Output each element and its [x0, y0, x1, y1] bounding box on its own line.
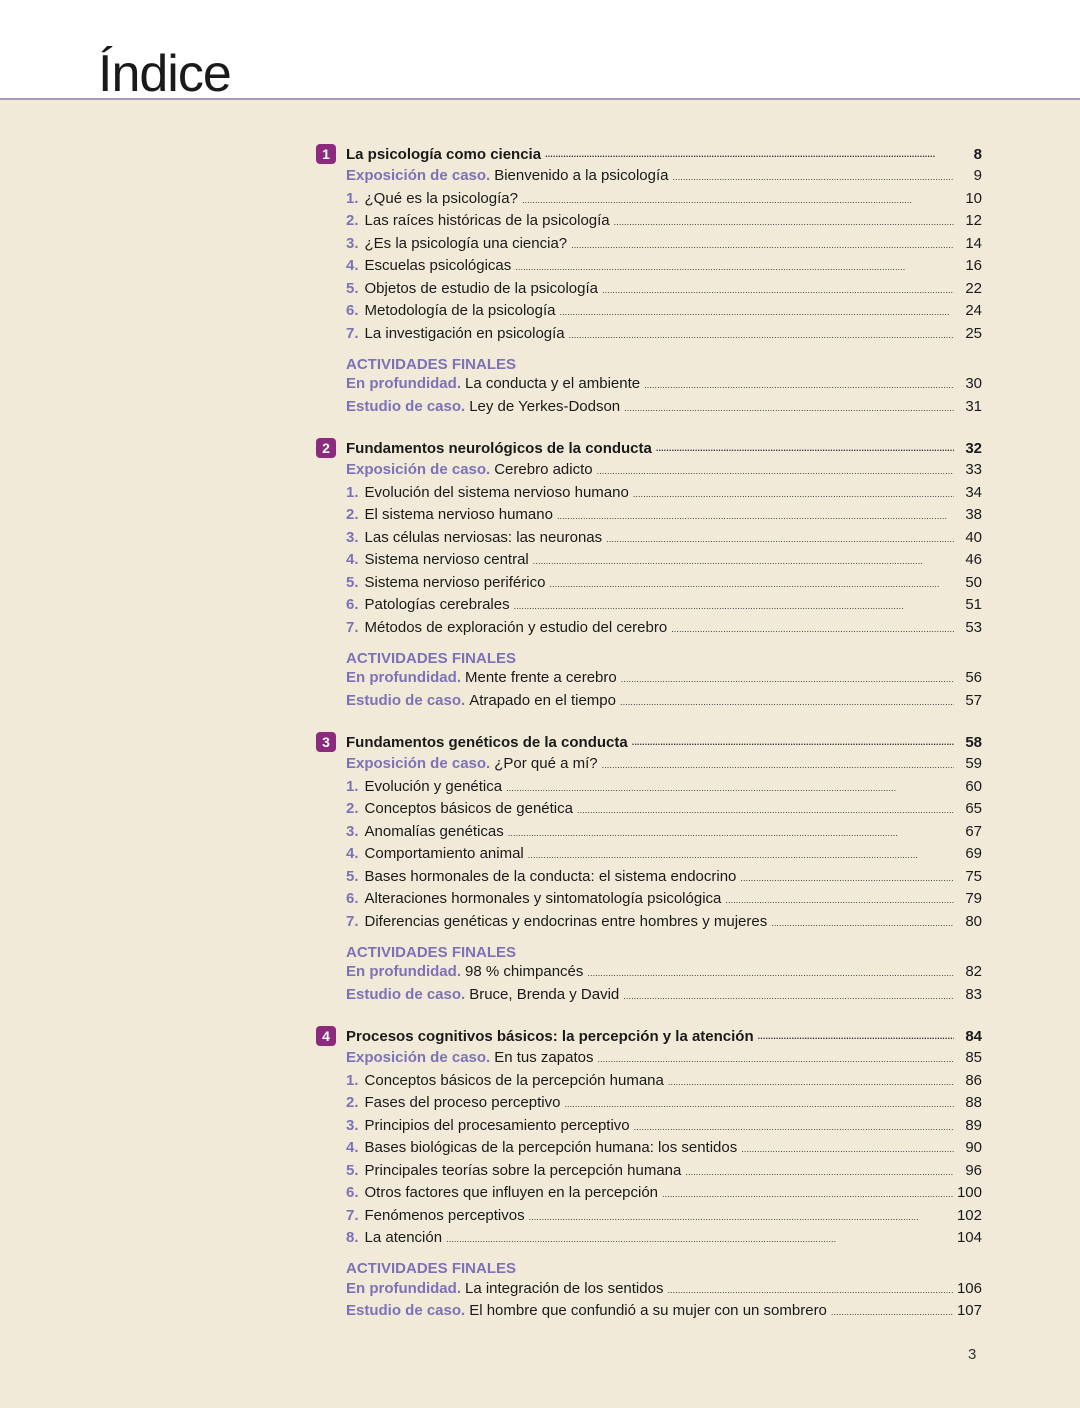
dot-leader	[616, 697, 958, 707]
exposicion-label: Exposición de caso.	[346, 461, 491, 478]
toc-entry-section[interactable]	[316, 484, 982, 507]
toc-entry-section[interactable]	[316, 1094, 982, 1117]
section-number: 4.	[346, 1139, 359, 1156]
toc-entry-section[interactable]	[316, 506, 982, 529]
page-ref: 86	[965, 1071, 982, 1089]
dot-leader	[628, 737, 958, 747]
section-title: Conceptos básicos de la percepción humana	[364, 1071, 664, 1089]
section-title: Anomalías genéticas	[364, 822, 504, 840]
profundidad-label: En profundidad.	[346, 1279, 461, 1297]
toc-entry-section[interactable]	[316, 1072, 982, 1095]
exposicion-title: Bienvenido a la psicología	[494, 167, 669, 184]
section-number: 4.	[346, 257, 359, 274]
toc-entry-exposicion[interactable]	[316, 167, 982, 190]
section-title: Evolución del sistema nervioso humano	[364, 483, 629, 501]
section-number: 5.	[346, 1161, 359, 1179]
section-number: 6.	[346, 890, 359, 907]
page-ref: 8	[973, 145, 982, 163]
page-ref: 58	[965, 733, 982, 751]
page-ref: 25	[965, 324, 982, 342]
section-number: 7.	[346, 1206, 359, 1224]
section-number: 4.	[346, 551, 359, 568]
page-ref: 102	[956, 1206, 982, 1224]
page-ref: 9	[973, 167, 982, 184]
page-ref: 65	[965, 800, 982, 817]
dot-leader	[669, 172, 958, 182]
section-title: El sistema nervioso humano	[364, 506, 553, 523]
page-ref: 57	[965, 691, 982, 709]
dot-leader	[767, 918, 958, 928]
section-title: Sistema nervioso periférico	[364, 573, 546, 591]
dot-leader	[593, 1054, 958, 1064]
dot-leader	[545, 579, 958, 589]
toc-entry-section[interactable]	[316, 778, 982, 801]
dot-leader	[593, 466, 958, 476]
toc-entry-section[interactable]	[316, 551, 982, 574]
section-title: La atención	[364, 1229, 443, 1246]
page-ref: 31	[965, 397, 982, 415]
page-number: 3	[968, 1346, 977, 1363]
toc-entry-exposicion[interactable]	[316, 1049, 982, 1072]
page-ref: 10	[965, 189, 982, 207]
toc-entry-profundidad[interactable]	[316, 375, 982, 398]
toc-entry-exposicion[interactable]	[316, 755, 982, 778]
dot-leader	[737, 1144, 958, 1154]
section-title: Patologías cerebrales	[364, 596, 510, 613]
estudio-label: Estudio de caso.	[346, 691, 466, 709]
section-number: 2.	[346, 800, 359, 817]
dot-leader	[664, 1077, 958, 1087]
estudio-title: Ley de Yerkes-Dodson	[469, 397, 621, 415]
page-ref: 53	[965, 618, 982, 636]
page-ref: 67	[965, 822, 982, 840]
page-ref: 56	[965, 669, 982, 686]
toc-entry-section[interactable]	[316, 235, 982, 258]
toc-entry-section[interactable]	[316, 190, 982, 213]
section-title: Principios del procesamiento perceptivo	[364, 1116, 630, 1134]
dot-leader	[555, 307, 958, 317]
exposicion-title: Cerebro adicto	[494, 461, 593, 478]
toc-unit	[316, 141, 982, 420]
section-number: 1.	[346, 189, 359, 207]
page-ref: 16	[965, 257, 982, 274]
dot-leader	[567, 240, 958, 250]
exposicion-title: ¿Por qué a mí?	[494, 755, 598, 772]
toc-entry-section[interactable]	[316, 845, 982, 868]
dot-leader	[754, 1031, 958, 1041]
profundidad-label: En profundidad.	[346, 375, 461, 392]
profundidad-label: En profundidad.	[346, 963, 461, 980]
dot-leader	[827, 1307, 957, 1317]
toc-entry-profundidad[interactable]	[316, 669, 982, 692]
page-ref: 24	[965, 302, 982, 319]
exposicion-label: Exposición de caso.	[346, 167, 491, 184]
section-number: 3.	[346, 234, 359, 252]
profundidad-title: La conducta y el ambiente	[464, 375, 641, 392]
dot-leader	[573, 805, 958, 815]
page-ref: 22	[965, 279, 982, 297]
dot-leader	[667, 624, 958, 634]
section-title: La investigación en psicología	[364, 324, 565, 342]
activities-heading: ACTIVIDADES FINALES	[346, 1260, 517, 1277]
toc-unit	[316, 1023, 982, 1325]
profundidad-label: En profundidad.	[346, 669, 461, 686]
page-ref: 30	[965, 375, 982, 392]
page-ref: 32	[965, 439, 982, 457]
section-title: Principales teorías sobre la percepción humana	[364, 1161, 682, 1179]
section-title: Comportamiento animal	[364, 845, 524, 862]
toc-entry-section[interactable]	[316, 1184, 982, 1207]
activities-heading: ACTIVIDADES FINALES	[346, 355, 517, 373]
page-title: Índice	[98, 45, 231, 103]
section-number: 6.	[346, 596, 359, 613]
section-number: 2.	[346, 212, 359, 229]
page-ref: 12	[965, 212, 982, 229]
section-title: Bases hormonales de la conducta: el sistema endocrino	[364, 867, 737, 885]
page-header	[0, 0, 1080, 103]
toc-unit	[316, 435, 982, 714]
unit-number-badge: 1	[316, 144, 336, 164]
toc-entry-section[interactable]	[316, 1229, 982, 1252]
unit-number-badge: 4	[316, 1026, 336, 1046]
estudio-label: Estudio de caso.	[346, 985, 466, 1003]
page-ref: 14	[965, 234, 982, 252]
section-number: 8.	[346, 1229, 359, 1246]
activities-heading: ACTIVIDADES FINALES	[346, 943, 517, 961]
dot-leader	[630, 1122, 958, 1132]
dot-leader	[736, 873, 958, 883]
toc-entry-section[interactable]	[316, 619, 982, 642]
page-ref: 79	[965, 890, 982, 907]
page-ref: 88	[965, 1094, 982, 1111]
toc-entry-section[interactable]	[316, 868, 982, 891]
dot-leader	[504, 828, 958, 838]
section-number: 1.	[346, 483, 359, 501]
section-number: 6.	[346, 1184, 359, 1201]
section-number: 1.	[346, 1071, 359, 1089]
dot-leader	[598, 760, 958, 770]
page-ref: 80	[965, 912, 982, 930]
unit-heading[interactable]	[316, 141, 982, 167]
dot-leader	[640, 380, 958, 390]
dot-leader	[524, 850, 958, 860]
toc-entry-profundidad[interactable]	[316, 1280, 982, 1303]
section-title: ¿Es la psicología una ciencia?	[364, 234, 568, 252]
section-number: 5.	[346, 279, 359, 297]
page-ref: 51	[965, 596, 982, 613]
toc-entry-section[interactable]	[316, 890, 982, 913]
toc-entry-section[interactable]	[316, 913, 982, 936]
section-number: 5.	[346, 867, 359, 885]
dot-leader	[529, 556, 958, 566]
section-title: Otros factores que influyen en la percepción	[364, 1184, 659, 1201]
page-ref: 60	[965, 777, 982, 795]
page-ref: 107	[956, 1302, 982, 1319]
activities-heading: ACTIVIDADES FINALES	[346, 649, 517, 667]
section-title: Las células nerviosas: las neuronas	[364, 528, 603, 546]
section-number: 4.	[346, 845, 359, 862]
dot-leader	[721, 895, 958, 905]
toc-entry-estudio[interactable]	[316, 1302, 982, 1325]
page-ref: 33	[965, 461, 982, 478]
unit-title: La psicología como ciencia	[346, 145, 542, 163]
page-ref: 100	[956, 1184, 982, 1201]
page-ref: 50	[965, 573, 982, 591]
section-title: Bases biológicas de la percepción humana: los sentidos	[364, 1139, 738, 1156]
page-ref: 106	[956, 1279, 982, 1297]
page-ref: 34	[965, 483, 982, 501]
profundidad-title: Mente frente a cerebro	[464, 669, 617, 686]
toc-entry-section[interactable]	[316, 325, 982, 348]
dot-leader	[541, 149, 958, 159]
toc-entry-section[interactable]	[316, 1207, 982, 1230]
toc-entry-section[interactable]	[316, 257, 982, 280]
toc-entry-estudio[interactable]	[316, 692, 982, 715]
section-number: 6.	[346, 302, 359, 319]
dot-leader	[652, 443, 958, 453]
page-ref: 85	[965, 1049, 982, 1066]
exposicion-label: Exposición de caso.	[346, 755, 491, 772]
section-number: 7.	[346, 618, 359, 636]
page-ref: 46	[965, 551, 982, 568]
unit-number-badge: 3	[316, 732, 336, 752]
section-number: 2.	[346, 1094, 359, 1111]
section-number: 2.	[346, 506, 359, 523]
page-ref: 83	[965, 985, 982, 1003]
section-number: 1.	[346, 777, 359, 795]
section-number: 3.	[346, 822, 359, 840]
unit-heading[interactable]	[316, 1023, 982, 1049]
unit-title: Fundamentos genéticos de la conducta	[346, 733, 628, 751]
section-title: Evolución y genética	[364, 777, 503, 795]
toc-entry-exposicion[interactable]	[316, 461, 982, 484]
toc-entry-section[interactable]	[316, 823, 982, 846]
toc-entry-section[interactable]	[316, 529, 982, 552]
dot-leader	[598, 285, 958, 295]
dot-leader	[442, 1234, 957, 1244]
dot-leader	[502, 783, 958, 793]
dot-leader	[525, 1212, 957, 1222]
exposicion-label: Exposición de caso.	[346, 1049, 491, 1066]
section-title: Objetos de estudio de la psicología	[364, 279, 599, 297]
dot-leader	[518, 195, 958, 205]
toc-entry-profundidad[interactable]	[316, 963, 982, 986]
section-title: Diferencias genéticas y endocrinas entre hombres y mujeres	[364, 912, 768, 930]
section-number: 7.	[346, 324, 359, 342]
section-number: 7.	[346, 912, 359, 930]
section-number: 5.	[346, 573, 359, 591]
section-title: Métodos de exploración y estudio del cerebro	[364, 618, 668, 636]
toc-entry-section[interactable]	[316, 1117, 982, 1140]
page-ref: 40	[965, 528, 982, 546]
section-title: Sistema nervioso central	[364, 551, 529, 568]
profundidad-title: 98 % chimpancés	[464, 963, 584, 980]
page-ref: 69	[965, 845, 982, 862]
toc-entry-section[interactable]	[316, 1139, 982, 1162]
dot-leader	[510, 601, 958, 611]
page-ref: 59	[965, 755, 982, 772]
estudio-title: El hombre que confundió a su mujer con un sombrero	[469, 1302, 827, 1319]
unit-heading[interactable]	[316, 729, 982, 755]
dot-leader	[620, 403, 958, 413]
section-title: Escuelas psicológicas	[364, 257, 512, 274]
section-title: ¿Qué es la psicología?	[364, 189, 518, 207]
dot-leader	[602, 534, 958, 544]
page-ref: 75	[965, 867, 982, 885]
page-ref: 89	[965, 1116, 982, 1134]
toc-entry-section[interactable]	[316, 596, 982, 619]
dot-leader	[560, 1099, 958, 1109]
section-number: 3.	[346, 1116, 359, 1134]
section-title: Fases del proceso perceptivo	[364, 1094, 561, 1111]
toc-entry-section[interactable]	[316, 574, 982, 597]
estudio-label: Estudio de caso.	[346, 397, 466, 415]
toc-entry-section[interactable]	[316, 212, 982, 235]
dot-leader	[658, 1189, 957, 1199]
table-of-contents	[316, 141, 982, 1340]
estudio-label: Estudio de caso.	[346, 1302, 466, 1319]
unit-title: Fundamentos neurológicos de la conducta	[346, 439, 652, 457]
unit-heading[interactable]	[316, 435, 982, 461]
section-title: Conceptos básicos de genética	[364, 800, 573, 817]
toc-entry-section[interactable]	[316, 800, 982, 823]
dot-leader	[617, 674, 958, 684]
section-title: Alteraciones hormonales y sintomatología psicológica	[364, 890, 722, 907]
dot-leader	[619, 991, 958, 1001]
page-ref: 90	[965, 1139, 982, 1156]
toc-entry-estudio[interactable]	[316, 986, 982, 1009]
dot-leader	[553, 511, 958, 521]
toc-entry-section[interactable]	[316, 1162, 982, 1185]
estudio-title: Bruce, Brenda y David	[469, 985, 620, 1003]
section-title: Fenómenos perceptivos	[364, 1206, 525, 1224]
section-title: Metodología de la psicología	[364, 302, 556, 319]
profundidad-title: La integración de los sentidos	[464, 1279, 664, 1297]
dot-leader	[583, 968, 958, 978]
page-ref: 38	[965, 506, 982, 523]
estudio-title: Atrapado en el tiempo	[469, 691, 616, 709]
exposicion-title: En tus zapatos	[494, 1049, 594, 1066]
dot-leader	[610, 217, 958, 227]
page-ref: 96	[965, 1161, 982, 1179]
page-ref: 84	[965, 1027, 982, 1045]
dot-leader	[663, 1285, 957, 1295]
section-title: Las raíces históricas de la psicología	[364, 212, 610, 229]
dot-leader	[629, 489, 958, 499]
toc-unit	[316, 729, 982, 1008]
unit-title: Procesos cognitivos básicos: la percepción y la atención	[346, 1027, 754, 1045]
toc-entry-section[interactable]	[316, 280, 982, 303]
dot-leader	[681, 1167, 958, 1177]
page-ref: 82	[965, 963, 982, 980]
toc-entry-estudio[interactable]	[316, 398, 982, 421]
dot-leader	[511, 262, 958, 272]
toc-entry-section[interactable]	[316, 302, 982, 325]
page-ref: 104	[956, 1229, 982, 1246]
section-number: 3.	[346, 528, 359, 546]
unit-number-badge: 2	[316, 438, 336, 458]
dot-leader	[565, 330, 958, 340]
